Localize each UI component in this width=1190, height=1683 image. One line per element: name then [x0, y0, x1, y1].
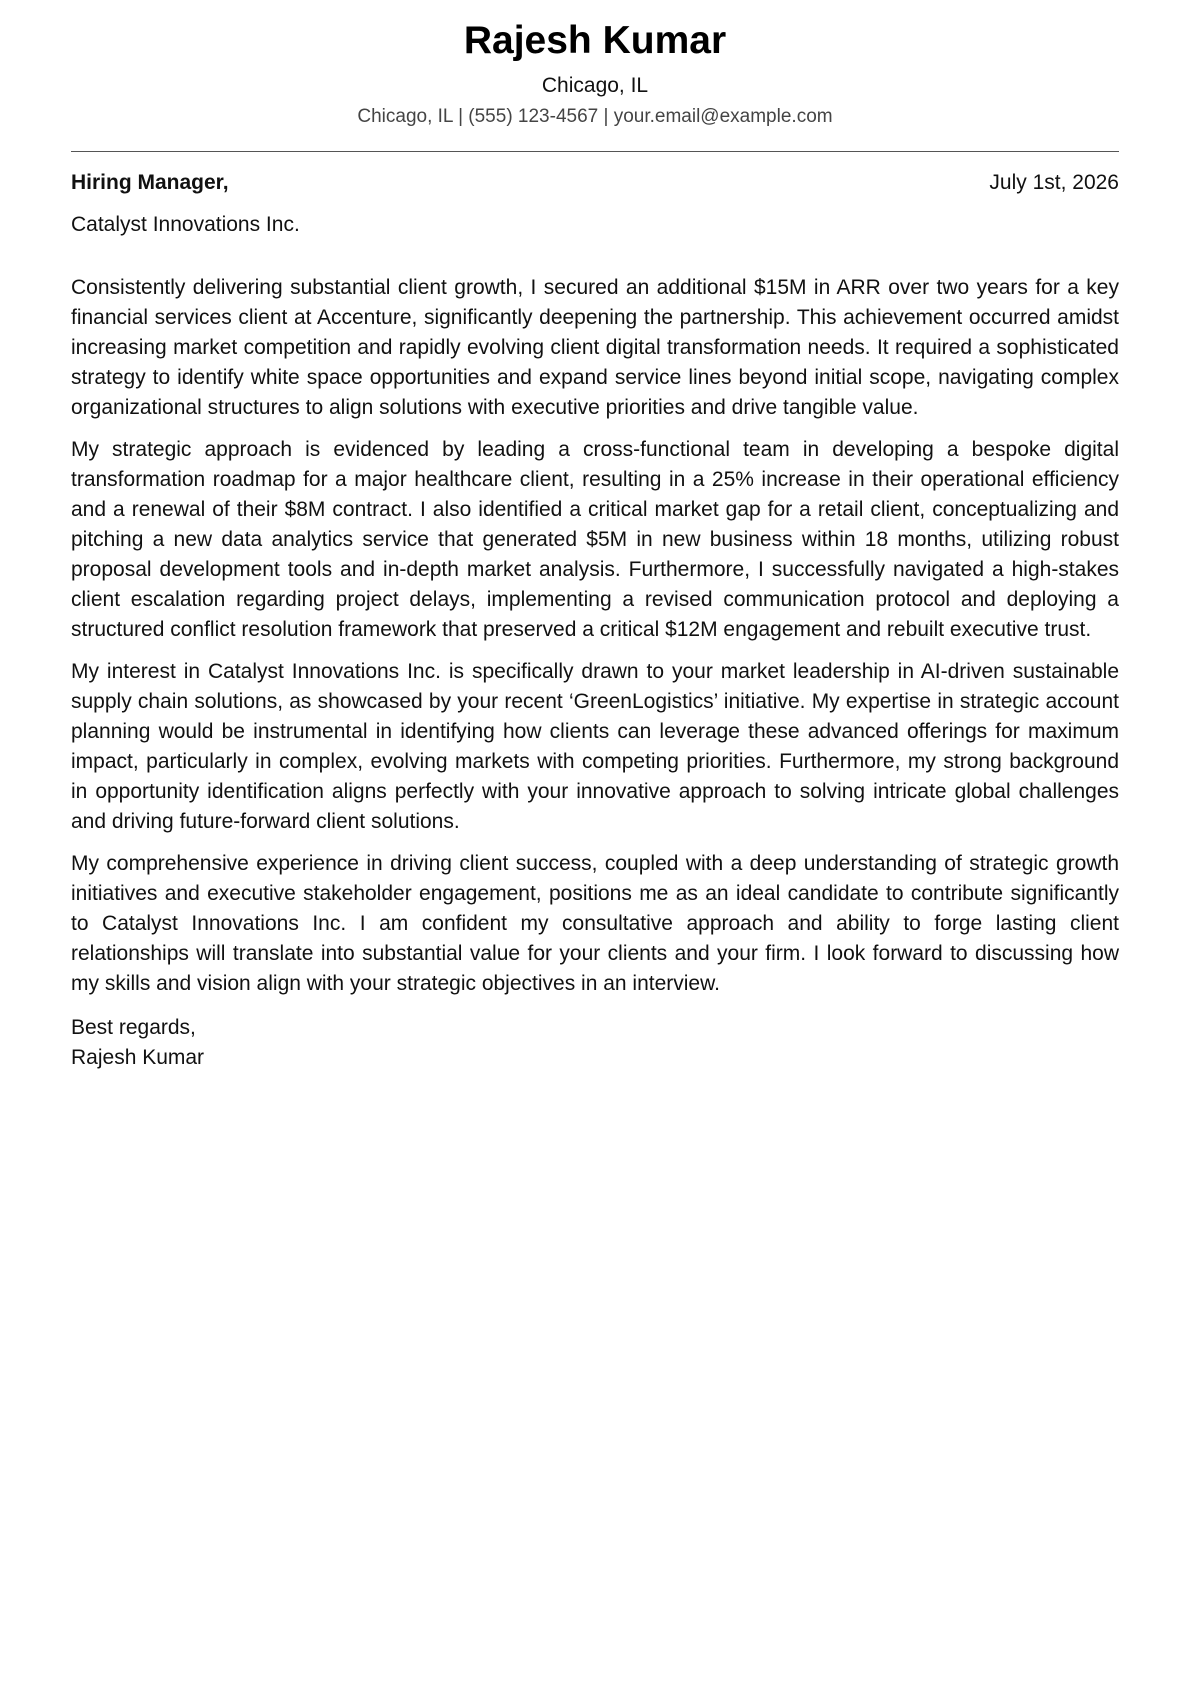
letter-header — [71, 0, 1119, 129]
sender-contact-line: Chicago, IL | (555) 123-4567 | your.email@example.com — [357, 106, 833, 127]
recipient-salutation: Hiring Manager, — [71, 171, 229, 194]
body-paragraph: My comprehensive experience in driving client success, coupled with a deep understanding of strategic growth initiatives and executive stakeholder engagement, positions me as an ideal candidate to contribute significantly to Catalyst Innovations Inc. I am confident my consultative approach and ability to forge lasting client relationships will translate into substantial value for your clients and your firm. I look forward to discussing how my skills and vision align with your strategic objectives in an interview. — [71, 852, 1119, 995]
letter-body — [71, 273, 1119, 999]
header-divider — [71, 151, 1119, 152]
signature-name: Rajesh Kumar — [71, 1046, 205, 1069]
body-paragraph: Consistently delivering substantial client growth, I secured an additional $15M in ARR over two years for a key financial services client at Accenture, significantly deepening the partnership. This achievement occurred amidst increasing market competition and rapidly evolving client digital transformation needs. It required a sophisticated strategy to identify white space opportunities and expand service lines beyond initial scope, navigating complex organizational structures to align solutions with executive priorities and drive tangible value. — [71, 276, 1119, 419]
recipient-company: Catalyst Innovations Inc. — [71, 213, 300, 236]
body-paragraph: My strategic approach is evidenced by leading a cross-functional team in developing a bespoke digital transformation roadmap for a major healthcare client, resulting in a 25% increase in their operational efficiency and a renewal of their $8M contract. I also identified a critical market gap for a retail client, conceptualizing and pitching a new data analytics service that generated $5M in new business within 18 months, utilizing robust proposal development tools and in-depth market analysis. Furthermore, I successfully navigated a high-stakes client escalation regarding project delays, implementing a revised communication protocol and deploying a structured conflict resolution framework that preserved a critical $12M engagement and rebuilt executive trust. — [71, 438, 1119, 641]
body-paragraph: My interest in Catalyst Innovations Inc. is specifically drawn to your market leadership in AI-driven sustainable supply chain solutions, as showcased by your recent ‘GreenLogistics’ initiative. My expertise in strategic account planning would be instrumental in identifying how clients can leverage these advanced offerings for maximum impact, particularly in complex, evolving markets with competing priorities. Furthermore, my strong background in opportunity identification aligns perfectly with your innovative approach to solving intricate global challenges and driving future-forward client solutions. — [71, 660, 1119, 833]
closing-phrase: Best regards, — [71, 1016, 196, 1039]
sender-location: Chicago, IL — [541, 74, 649, 97]
letter-date: July 1st, 2026 — [989, 171, 1119, 194]
recipient-date-row — [71, 169, 1119, 197]
letter-closing — [71, 1013, 1119, 1073]
sender-name: Rajesh Kumar — [463, 19, 727, 62]
